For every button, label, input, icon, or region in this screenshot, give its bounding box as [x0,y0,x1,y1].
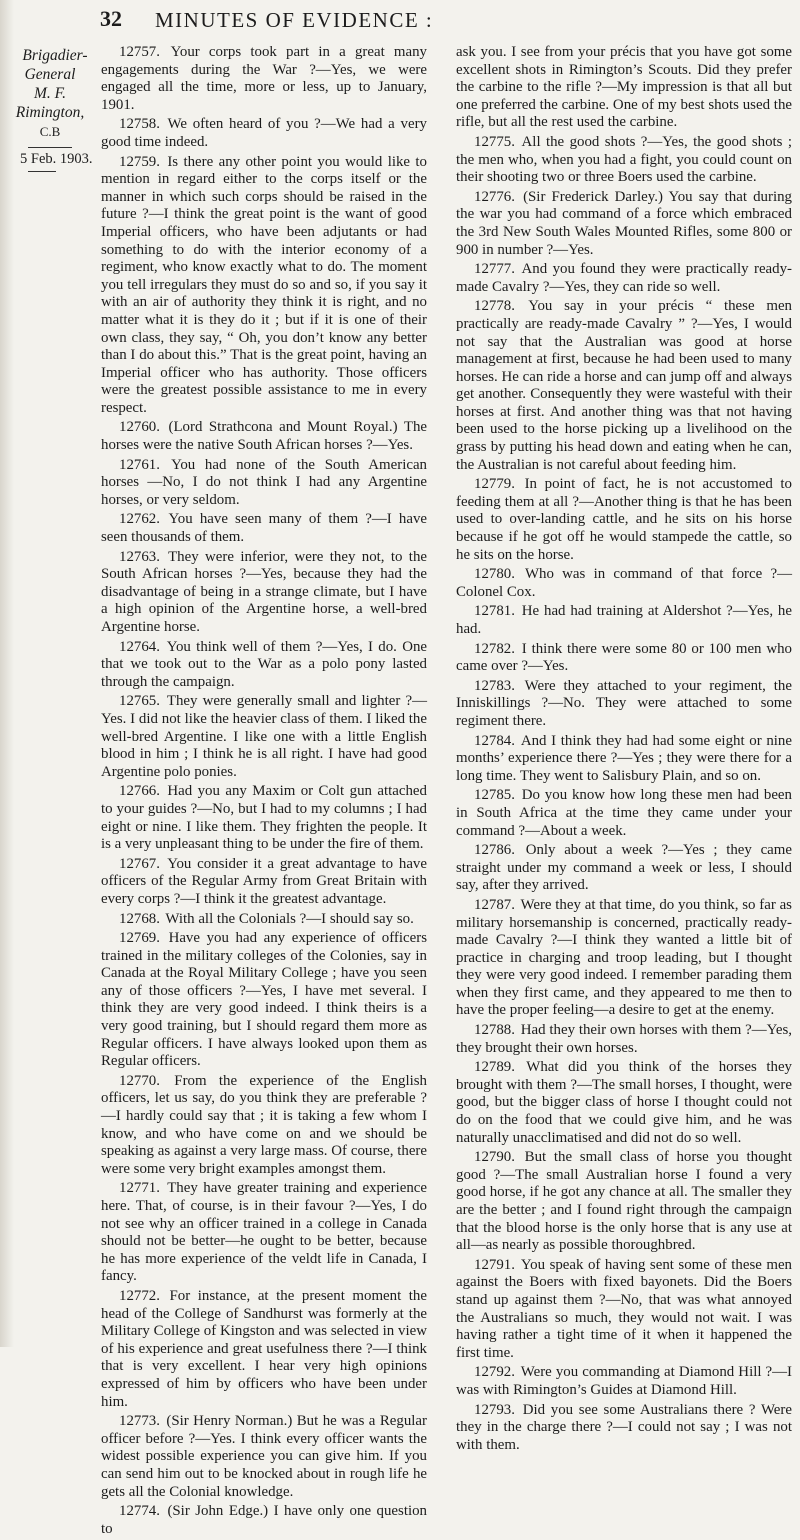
question-text: Have you had any experience of officers trained in the military colleges of the Colonies, say in Canada at the Royal Military College ; have you seen any of those officers ?—Yes, I have met several. I think they are very good indeed. I think theirs is a very good training, but I should regard them more as Regular officers. I have always looked upon them as Regular officers. [101,930,427,1070]
question-number: 12778. [474,298,515,315]
question-text: All the good shots ?—Yes, the good shots ; the men who, when you had a fight, you could count on their shooting two or three Boers used the carbine. [456,133,793,186]
question-number: 12780. [474,566,515,583]
question-paragraph [101,783,427,853]
question-text: Your corps took part in a great many engagements during the War ?—Yes, we were engaged all the time, more or less, up to January, 1901. [101,44,427,113]
question-number: 12763. [119,548,160,565]
question-paragraph [456,1149,792,1255]
left-column [101,44,427,1540]
witness-rank: Brigadier- [22,47,88,64]
question-text: And you found they were practically ready-made Cavalry ?—Yes, they can ride so well. [456,261,793,295]
question-paragraph [456,298,792,474]
question-paragraph [101,639,427,692]
question-number: 12769. [119,930,160,947]
question-number: 12783. [474,677,515,694]
question-number: 12782. [474,640,515,657]
question-number: 12771. [119,1180,160,1197]
question-paragraph [456,1059,792,1147]
question-text: ask you. I see from your précis that you have got some excellent shots in Rimington’s Scouts. Did they prefer the carbine to the rifle ?—My impression is that all but one preferred the carbine. One of my best shots used the rifle, but all the rest used the carbine. [456,44,792,131]
question-text: Who was in command of that force ?—Colonel Cox. [456,566,792,600]
question-text: You speak of having sent some of these men against the Boers with fixed bayonets. Did the Boers stand up against them ?—No, that was what annoyed the Australians so much, they would not wait. I was having rather a tight time of it when it happened the first time. [456,1256,792,1361]
question-number: 12764. [119,638,160,655]
question-number: 12786. [474,842,515,859]
question-paragraph [456,134,792,187]
question-paragraph [101,1503,427,1538]
question-number: 12761. [119,456,160,473]
question-text: You consider it a great advantage to have officers of the Regular Army from Great Britain with every corps ?—I think it the greatest advantage. [101,855,427,907]
question-paragraph [456,1022,792,1057]
question-number: 12791. [474,1256,515,1273]
page-edge-shadow [0,0,14,1347]
question-text: You had none of the South American horses —No, I do not think I had any Argentine horses, or very seldom. [101,456,428,508]
question-text: But the small class of horse you thought good ?—The small Australian horse I found a very good horse, if he got any chance at all. The smaller they are the better ; and I found right through the campaign that the blood horse is the only horse that is any use at all—as nearly as possible thoroughbred. [456,1149,792,1254]
question-text: (Sir John Edge.) I have only one question to [101,1503,427,1537]
question-paragraph [456,733,792,786]
question-paragraph [101,44,427,114]
question-text: Were they at that time, do you think, so far as military horsemanship is concerned, practically ready-made Cavalry ?—I think they wanted a little bit of practice in charging and troop leading, but I thought they were very good indeed. I remember parading them when they first came, and they appeared to me then to have the proper feeling—a desire to get at the enemy. [456,896,792,1019]
question-paragraph [101,1073,427,1179]
question-text: With all the Colonials ?—I should say so. [165,910,414,927]
witness-margin-note [8,46,92,172]
question-paragraph [101,511,427,546]
question-number: 12793. [474,1401,515,1418]
question-text: I think there were some 80 or 100 men who came over ?—Yes. [456,640,792,675]
question-text: And I think they had had some eight or nine months’ experience there ?—Yes ; they were there for a long time. They went to Salisbury Plain, and so on. [456,732,792,784]
question-paragraph [101,911,427,929]
question-number: 12757. [119,44,160,60]
question-text: They have greater training and experience here. That, of course, is in their favour ?—Yes, I do not see why an officer trained in a college in Canada should not be better—he ought to be better, because he has more experience of the veldt life in Canada, I fancy. [101,1180,427,1285]
question-number: 12789. [474,1059,515,1076]
question-text: They were generally small and lighter ?—Yes. I did not like the heavier class of them. I liked the well-bred Argentine. I like one with a little English blood in him ; I think he is all right. I have had good Argentine polo ponies. [101,693,427,780]
question-number: 12765. [119,693,160,710]
question-text: From the experience of the English officers, let us say, do you think they are preferable ?—I hardly could say that ; it is taking a few whom I know, and who have come on and we should be speaking as against a very large mass. Of course, there were some very bright examples amongst them. [101,1072,427,1177]
question-paragraph [456,897,792,1020]
witness-initials: M. F. [33,85,66,102]
question-paragraph [456,641,792,676]
question-paragraph [456,44,792,132]
question-text: For instance, at the present moment the head of the College of Sandhurst was formerly at the Military College of Kingston and was selected in view of his experience and great usefulness there ?—I think that is very excellent. I hear very high opinions expressed of him by officers who have been under him. [101,1287,427,1410]
question-paragraph [101,154,427,418]
question-text: Were you commanding at Diamond Hill ?—I was with Rimington’s Guides at Diamond Hill. [456,1364,792,1398]
question-text: You think well of them ?—Yes, I do. One that we took out to the War as a polo pony lasted through the campaign. [101,638,427,690]
question-number: 12759. [119,153,160,170]
question-number: 12792. [474,1364,515,1381]
question-number: 12770. [119,1072,160,1089]
question-number: 12787. [474,896,515,913]
question-paragraph [456,566,792,601]
question-number: 12777. [474,261,515,278]
question-paragraph [101,116,427,151]
page-number: 32 [100,6,122,31]
question-number: 12767. [119,855,160,872]
question-paragraph [456,603,792,638]
question-number: 12773. [119,1413,160,1430]
question-text: Had you any Maxim or Colt gun attached to your guides ?—No, but I had to my columns ; I had eight or nine. I like them. They frighten the people. It is a very unpleasant thing to be under the fire of them. [101,783,427,853]
question-text: Had they their own horses with them ?—Yes, they brought their own horses. [456,1022,792,1056]
running-title: MINUTES OF EVIDENCE : [155,8,434,32]
question-paragraph [101,856,427,909]
margin-divider-short [28,171,56,172]
question-number: 12774. [119,1503,160,1520]
question-number: 12758. [119,116,160,133]
question-text: What did you think of the horses they brought with them ?—The small horses, I thought, were good, but the bigger class of horse I thought could not do on the food that we could give him, and he was naturally unacclimatised and did not do so well. [456,1059,792,1146]
question-number: 12788. [474,1022,515,1039]
witness-surname: Rimington, [15,104,85,121]
question-text: Do you know how long these men had been in South Africa at the time they came under your command ?—About a week. [456,787,792,839]
question-number: 12785. [474,787,515,804]
question-text: In point of fact, he is not accustomed to feeding them at all ?—Another thing is that he has been used to over-landing cattle, and he sits on his horse because if he got off he would stampede the cattle, so he sits on the horse. [456,476,792,563]
question-number: 12760. [119,419,160,436]
question-paragraph [456,842,792,895]
question-paragraph [101,1180,427,1286]
question-paragraph [456,189,792,259]
question-paragraph [456,1402,792,1455]
question-text: They were inferior, were they not, to the South African horses ?—Yes, because they had the disadvantage of being in a strange climate, but I have a high opinion of the Argentine horse, a well-bred Argentine horse. [101,548,427,635]
question-text: (Lord Strathcona and Mount Royal.) The horses were the native South African horses ?—Yes. [101,419,427,454]
question-paragraph [456,787,792,840]
question-text: We often heard of you ?—We had a very good time indeed. [101,116,427,150]
question-text: (Sir Henry Norman.) But he was a Regular officer before ?—Yes. I think every officer wants the widest possible experience you can give him. If you can send him out to be knocked about in rough life he gets all the Colonial knowledge. [101,1413,427,1500]
question-paragraph [456,678,792,731]
question-paragraph [101,693,427,781]
question-text: Only about a week ?—Yes ; they came straight under my command a week or less, I should say, after they arrived. [456,842,792,894]
question-text: Did you see some Australians there ? Were they in the charge there ?—I could not say ; I was not with them. [456,1401,792,1453]
question-text: (Sir Frederick Darley.) You say that during the war you had command of a force which embraced the 3rd New South Wales Mounted Rifles, some 800 or 900 in number ?—Yes. [456,188,792,258]
question-text: Were they attached to your regiment, the Inniskillings ?—No. They were attached to some regiment there. [456,677,792,729]
question-number: 12772. [119,1287,160,1304]
question-number: 12775. [474,133,515,150]
margin-divider [28,147,72,148]
question-number: 12784. [474,732,515,749]
question-paragraph [101,930,427,1071]
question-number: 12779. [474,476,515,493]
question-number: 12768. [119,910,160,927]
question-paragraph [456,261,792,296]
question-number: 12776. [474,188,515,205]
question-number: 12790. [474,1149,515,1166]
page-header [0,6,800,42]
question-text: You say in your précis “ these men practically are ready-made Cavalry ” ?—Yes, I would not say that the Australian was good at horse management at first, because he had been used to many horses. He can ride a horse and can jump off and always get another. Consequently they were wasteful with their horses at first. And another thing was that not having been used to the horse picking up a livelihood on the grass by putting his head down and eating when he can, the Australian is not careful about feeding him. [456,298,793,473]
question-number: 12762. [119,511,160,528]
question-paragraph [101,419,427,454]
question-number: 12766. [119,783,160,800]
evidence-date: 5 Feb. 1903. [20,151,93,167]
witness-honours: C.B [39,124,61,139]
question-paragraph [101,1413,427,1501]
question-paragraph [101,457,427,510]
question-text: You have seen many of them ?—I have seen thousands of them. [101,511,427,546]
question-paragraph [101,549,427,637]
right-column [456,44,792,1456]
question-text: Is there any other point you would like to mention in regard either to the corps itself or the manner in which such corps should be raised in the future ?—I think the great point is the want of good Imperial officers, who have been adjutants or had something to do with the interior economy of a regiment, who know exactly what to do. The moment you tell irregulars they must do so and so, if you say it with an air of authority they think it is right, and no matter what it is they do it ; but if it is one of their own class, they say, “ Oh, you don’t know any better than I do about this.” That is the great point, having an Imperial officer who has authority. Those officers were the greatest possible assistance to me in every respect. [101,153,427,416]
question-paragraph [456,476,792,564]
witness-rank-cont: General [24,66,76,83]
question-number: 12781. [474,603,515,620]
question-paragraph [456,1364,792,1399]
question-paragraph [101,1288,427,1411]
question-text: He had had training at Aldershot ?—Yes, he had. [456,603,792,637]
